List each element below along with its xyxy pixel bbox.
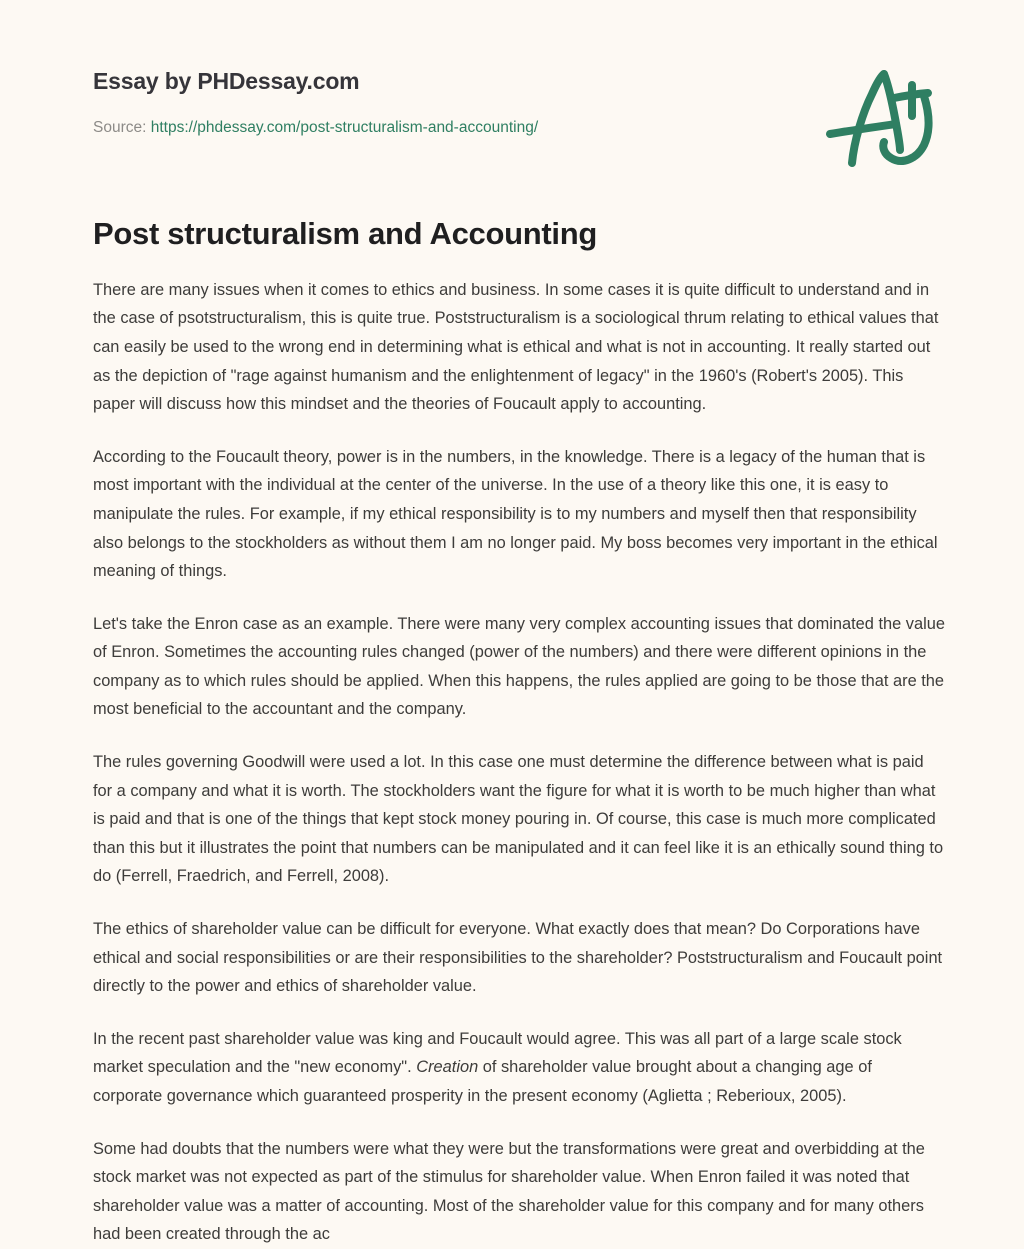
a-plus-logo xyxy=(812,58,938,174)
article-body xyxy=(93,254,945,1249)
paragraph-6 xyxy=(93,1025,945,1111)
paragraph-4: The rules governing Goodwill were used a lot. In this case one must determine the difference between what is paid for a company and what it is worth. The stockholders want the figure for what it is worth to be much higher than what is paid and that is one of the things that kept stock money pouring in. Of course, this case is much more complicated than this but it illustrates the point that numbers can be manipulated and it can feel like it is an ethically sound thing to do (Ferrell, Fraedrich, and Ferrell, 2008). xyxy=(93,753,944,886)
paragraph-6-italic-word: Creation xyxy=(416,1058,479,1077)
paragraph-1: There are many issues when it comes to ethics and business. In some cases it is quite difficult to understand and in the case of psotstructuralism, this is quite true. Poststructuralism is a sociological thrum relating to ethical values that can easily be used to the wrong end in determining what is ethical and what is not in accounting. It really started out as the depiction of "rage against humanism and the enlightenment of legacy" in the 1960's (Robert's 2005). This paper will discuss how this mindset and the theories of Foucault apply to accounting. xyxy=(93,280,939,414)
brand-title: Essay by PHDessay.com xyxy=(93,68,360,94)
page-title: Post structuralism and Accounting xyxy=(93,216,597,251)
source-label: Source: xyxy=(93,118,147,136)
a-plus-logo-icon xyxy=(812,58,938,174)
paragraph-6-text-after: of shareholder value brought about a changing age of corporate governance which guaranteed prosperity in the present economy (Aglietta ; Reberioux, 2005). xyxy=(93,1058,872,1105)
paragraph-3: Let's take the Enron case as an example. There were many very complex accounting issues that dominated the value of Enron. Sometimes the accounting rules changed (power of the numbers) and there were different opinions in the company as to which rules should be applied. When this happens, the rules applied are going to be those that are the most beneficial to the accountant and the company. xyxy=(93,614,945,719)
source-url-link[interactable]: https://phdessay.com/post-structuralism-and-accounting/ xyxy=(150,118,539,136)
paragraph-7: Some had doubts that the numbers were what they were but the transformations were great and overbidding at the stock market was not expected as part of the stimulus for shareholder value. When Enron failed it was noted that shareholder value was a matter of accounting. Most of the shareholder value for this company and for many others had been created through the ac xyxy=(93,1139,925,1244)
paragraph-2: According to the Foucault theory, power is in the numbers, in the knowledge. There is a legacy of the human that is most important with the individual at the center of the universe. In the use of a theory like this one, it is easy to manipulate the rules. For example, if my ethical responsibility is to my numbers and myself then that responsibility also belongs to the stockholders as without them I am no longer paid. My boss becomes very important in the ethical meaning of things. xyxy=(93,447,938,581)
article xyxy=(93,215,945,1249)
paragraph-5: The ethics of shareholder value can be difficult for everyone. What exactly does that mean? Do Corporations have ethical and social responsibilities or are their responsibilities to the shareholder? Poststructuralism and Foucault point directly to the power and ethics of shareholder value. xyxy=(93,920,943,996)
paragraph-6-text-before: In the recent past shareholder value was king and Foucault would agree. This was all part of a large scale stock market speculation and the "new economy". xyxy=(93,1029,902,1077)
